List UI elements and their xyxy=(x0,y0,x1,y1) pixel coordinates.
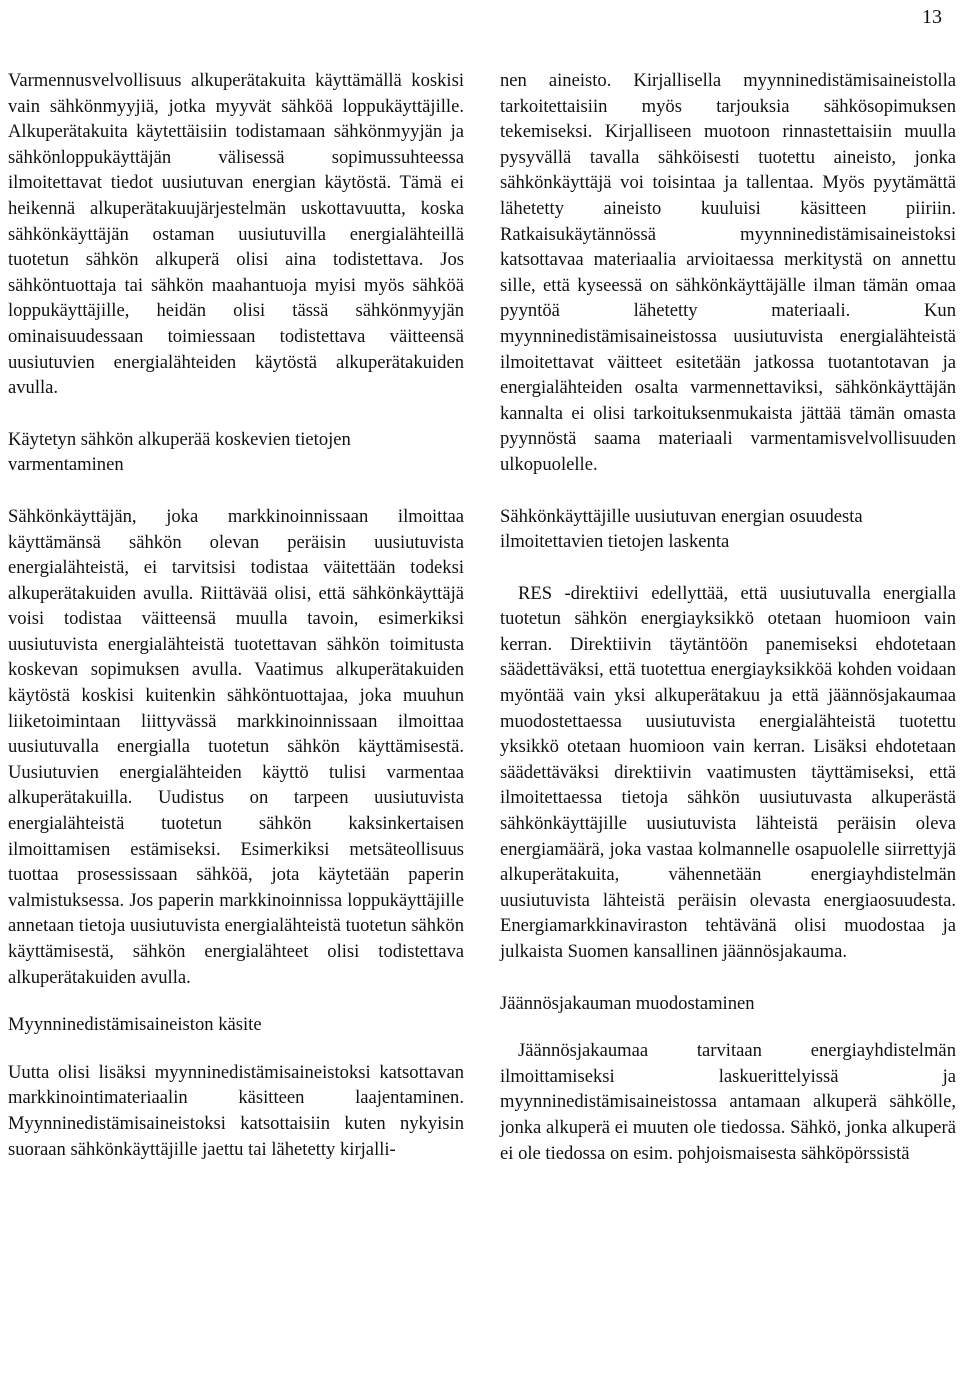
section-heading-residual-mix: Jäännösjakauman muodostaminen xyxy=(500,992,755,1014)
right-paragraph-3: Jäännösjakaumaa tarvitaan energiayhdistelmän ilmoittamiseksi laskuerittelyissä ja myynninedistämisaineistossa antamaan alkuperä sähkölle, jonka alkuperä ei muuten ole tiedossa. Sähkö, jonka alkuperä ei ole tiedossa on esim. pohjoismaisesta sähköpörssistä xyxy=(500,1040,956,1164)
section-heading-origin-verification: Käytetyn sähkön alkuperää koskevien tietojen varmentaminen xyxy=(8,428,351,476)
right-column xyxy=(500,68,956,1166)
left-paragraph-2: Sähkönkäyttäjän, joka markkinoinnissaan ilmoittaa käyttämänsä sähkön olevan peräisin uusiutuvista energialähteistä, ei tarvitsisi todistaa väitettään todeksi alkuperätakuiden avulla. Riittävää olisi, että sähkönkäyttäjä voisi todistaa väitteensä muulla tavoin, esimerkiksi uusiutuvista energialähteistä tuotettavan sähkön toimitusta koskevan sopimuksen avulla. Vaatimus alkuperätakuiden käytöstä koskisi kuitenkin sähköntuottajaa, joka muuhun liiketoimintaan liittyvässä markkinoinnissaan ilmoittaa uusiutuvalla energialla tuotetun sähkön käyttämisestä. Uusiutuvien energialähteiden käyttö tulisi varmentaa alkuperätakuilla. Uudistus on tarpeen uusiutuvista energialähteistä tuotetun sähkön kaksinkertaisen ilmoittamisen estämiseksi. Esimerkiksi metsäteollisuus tuottaa prosessissaan sähköä, jota käytetään paperin valmistuksessa. Jos paperin markkinoinnissa loppukäyttäjille annetaan tietoja uusiutuvista energialähteistä tuotetun sähkön käyttämisestä, sähkön energialähteet olisi todistettava alkuperätakuiden avulla. xyxy=(8,505,464,988)
page-number: 13 xyxy=(922,6,942,28)
left-paragraph-3: Uutta olisi lisäksi myynninedistämisaineistoksi katsottavan markkinointimateriaalin käsitteen laajentaminen. Myynninedistämisaineistoksi katsottaisiin kuten nykyisin suoraan sähkönkäyttäjille jaettu tai lähetetty kirjalli- xyxy=(8,1061,464,1160)
section-heading-promotion-material: Myynninedistämisaineiston käsite xyxy=(8,1014,262,1036)
right-paragraph-2: RES -direktiivi edellyttää, että uusiutuvalla energialla tuotetun sähkön energiayksikkö otetaan huomioon vain kerran. Direktiivin täytäntöön panemiseksi ehdotetaan säädettäväksi, että tuotettua energiayksikköä kohden voidaan myöntää vain yksi alkuperätakuu ja että jäännösjakaumaa muodostettaessa uusiutuvista energialähteistä tuotettu yksikkö otetaan huomioon vain kerran. Lisäksi ehdotetaan säädettäväksi direktiivin vaatimusten täyttämiseksi, että ilmoitettaessa tietoja sähkön uusiutuvasta alkuperästä sähkönkäyttäjille uusiutuvista lähteistä peräisin oleva energiamäärä, joka vastaa kolmannelle osapuolelle siirrettyjä alkuperätakuita, vähennetään energiayhdistelmän uusiutuvista lähteistä peräisin olevasta energiaosuudesta. Energiamarkkinaviraston tehtävänä olisi muodostaa ja julkaista Suomen kansallinen jäännösjakauma. xyxy=(500,582,956,962)
left-paragraph-1: Varmennusvelvollisuus alkuperätakuita käyttämällä koskisi vain sähkönmyyjiä, jotka myyvät sähköä loppukäyttäjille. Alkuperätakuita käytettäisiin todistamaan sähkönmyyjän ja sähkönloppukäyttäjän välisessä sopimussuhteessa ilmoitettavat tiedot uusiutuvan energian käytöstä. Tämä ei heikennä alkuperätakuujärjestelmän uskottavuutta, koska sähkönkäyttäjän ostaman uusiutuvilla energialähteillä tuotetun sähkön alkuperä olisi aina todistettava. Jos sähköntuottaja tai sähkön maahantuoja myisi myös sähköä loppukäyttäjille, heidän olisi tässä sähkönmyyjän ominaisuudessaan toimiessaan todistettava väitteensä uusiutuvien energialähteiden käytöstä alkuperätakuiden avulla. xyxy=(8,70,464,399)
right-paragraph-1: nen aineisto. Kirjallisella myynninedistämisaineistolla tarkoitettaisiin myös tarjouksia sähkösopimuksen tekemiseksi. Kirjalliseen muotoon rinnastettaisiin muulla pysyvällä tavalla sähköisesti tuotettu aineisto, jonka sähkönkäyttäjä voi toisintaa ja tallentaa. Myös pyytämättä lähetetty aineisto kuuluisi käsitteen piiriin. Ratkaisukäytännössä myynninedistämisaineistoksi katsottavaa materiaalia arvioitaessa merkitystä on annettu sille, että kyseessä on sähkönkäyttäjälle ilman tämän omaa pyyntöä lähetetty materiaali. Kun myynninedistämisaineistossa uusiutuvista energialähteistä ilmoitettavat väitteet esitetään jatkossa tuotantotavan ja energialähteiden osalta varmennettaviksi, sähkönkäyttäjän kannalta ei olisi tarkoituksenmukaista jättää tämän omasta pyynnöstä saama materiaali varmentamisvelvollisuuden ulkopuolelle. xyxy=(500,70,956,475)
section-heading-renewable-share: Sähkönkäyttäjille uusiutuvan energian osuudesta ilmoitettavien tietojen laskenta xyxy=(500,505,863,553)
left-column xyxy=(8,68,464,1162)
